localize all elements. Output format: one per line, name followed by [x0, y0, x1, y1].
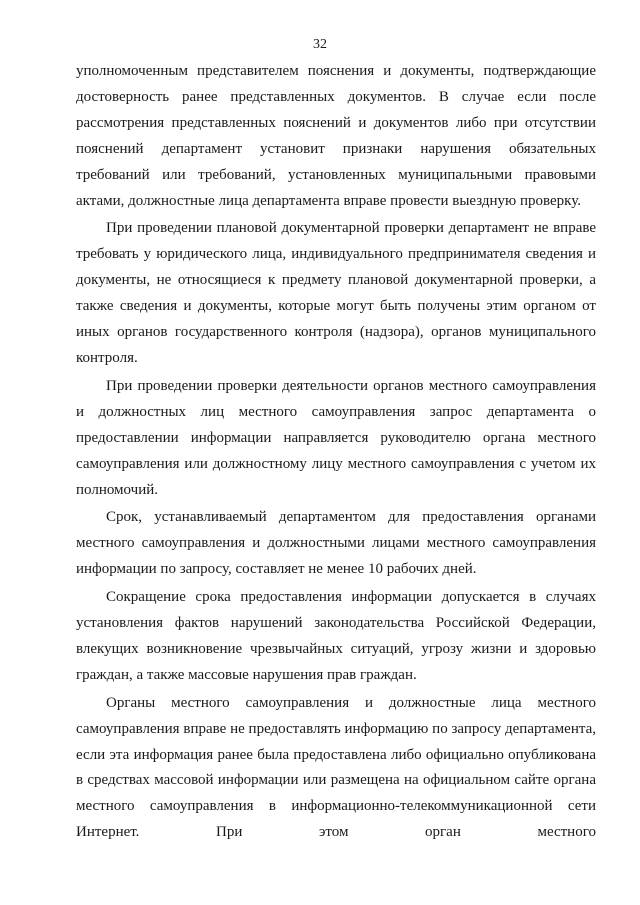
paragraph-response-deadline: Срок, устанавливаемый департаментом для предоставления органами местного самоуправления и должностными лицами местного самоуправления информации по запросу, составляет не менее 10 рабочих дней. — [76, 509, 596, 578]
paragraph-continuation: уполномоченным представителем пояснения и документы, подтверждающие достоверность ранее представленных документов. В случае если после рассмотрения представленных пояснений и документов либо при отсутствии пояснений департамент установит признаки нарушения обязательных требований или требований, установленных муниципальными правовыми актами, должностные лица департамента вправе провести выездную проверку. — [76, 63, 596, 209]
paragraph-documentary-inspection: При проведении плановой документарной проверки департамент не вправе требовать у юридического лица, индивидуального предпринимателя сведения и документы, не относящиеся к предмету плановой документарной проверки, а также сведения и документы, которые могут быть получены этим органом от иных органов государственного контроля (надзора), органов муниципального контроля. — [76, 220, 596, 366]
paragraph-deadline-reduction: Сокращение срока предоставления информации допускается в случаях установления фактов нарушений законодательства Российской Федерации, влекущих возникновение чрезвычайных ситуаций, угрозу жизни и здоровью граждан, а также массовые нарушения прав граждан. — [76, 589, 596, 683]
paragraph-right-not-to-provide: Органы местного самоуправления и должностные лица местного самоуправления вправе не предоставлять информацию по запросу департамента, если эта информация ранее была предоставлена либо официально опубликована в средствах массовой информации или размещена на официальном сайте органа местного самоуправления в информационно-телекоммуникационной сети Интернет. При этом орган местного — [76, 694, 596, 841]
paragraph-local-government-inspection: При проведении проверки деятельности органов местного самоуправления и должностных лиц местного самоуправления запрос департамента о предоставлении информации направляется руководителю органа местного самоуправления или должностному лицу местного самоуправления с учетом их полномочий. — [76, 377, 596, 498]
page-number: 32 — [313, 37, 327, 52]
document-body — [76, 59, 596, 846]
